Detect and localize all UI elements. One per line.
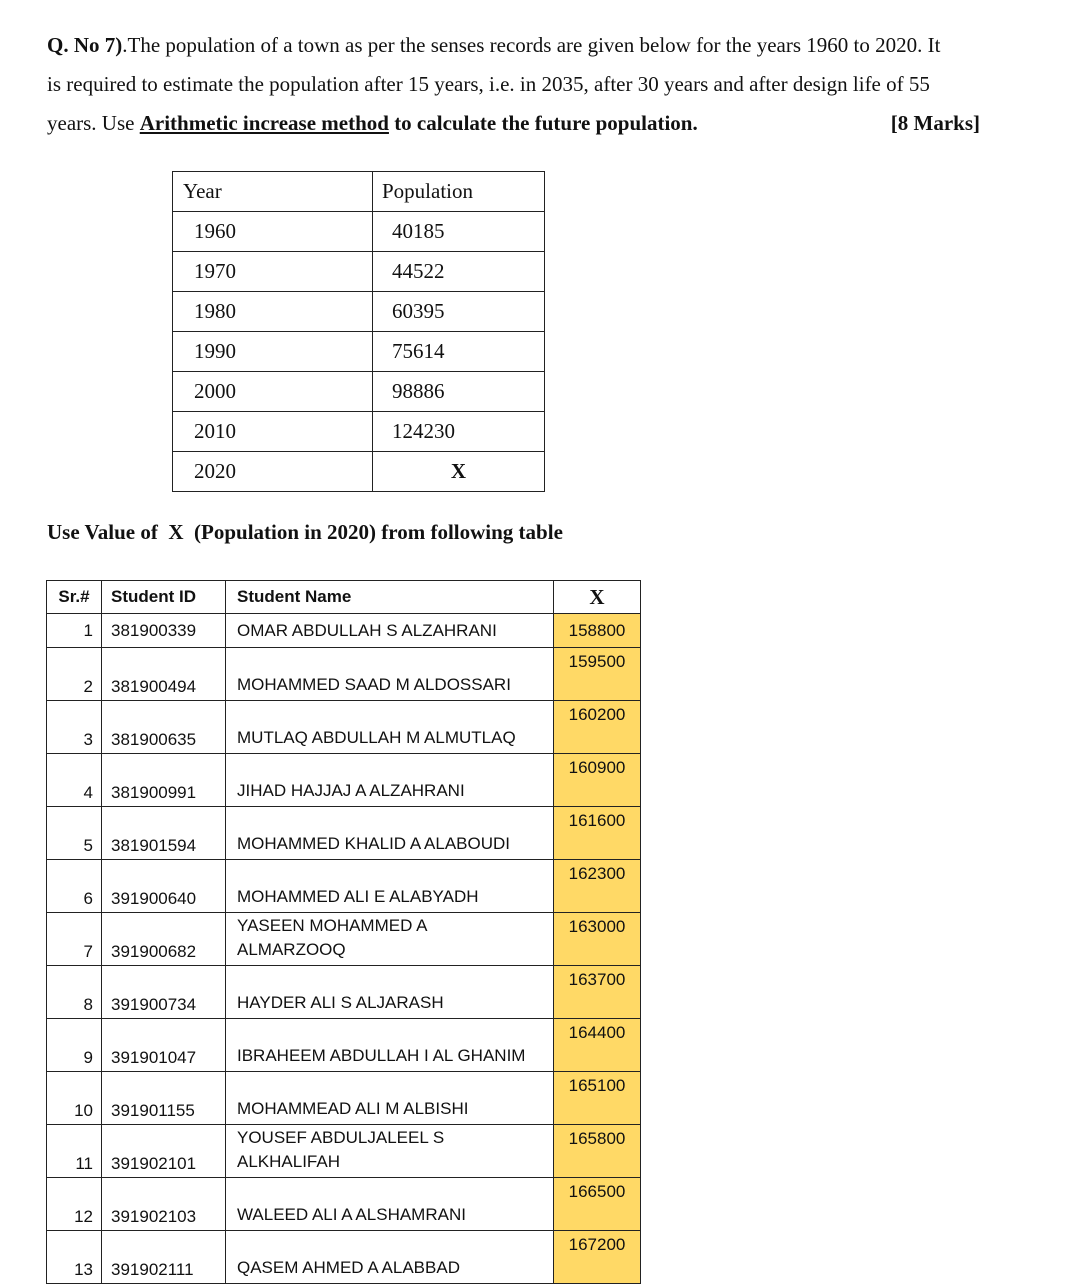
header-sr: Sr.# xyxy=(47,581,102,614)
student-id: 391902111 xyxy=(102,1231,226,1284)
student-row xyxy=(47,966,641,1019)
header-x: X xyxy=(554,581,641,614)
student-name: MOHAMMED SAAD M ALDOSSARI xyxy=(226,648,554,701)
year-cell: 1960 xyxy=(173,212,373,252)
student-sr: 13 xyxy=(47,1231,102,1284)
student-name: JIHAD HAJJAJ A ALZAHRANI xyxy=(226,754,554,807)
student-x-value: 165800 xyxy=(554,1125,641,1178)
student-name: HAYDER ALI S ALJARASH xyxy=(226,966,554,1019)
population-row xyxy=(173,372,545,412)
population-table-header xyxy=(173,172,545,212)
population-row xyxy=(173,252,545,292)
method-name: Arithmetic increase method xyxy=(139,111,389,135)
student-sr: 6 xyxy=(47,860,102,913)
population-row xyxy=(173,292,545,332)
student-row xyxy=(47,860,641,913)
student-sr: 4 xyxy=(47,754,102,807)
year-cell: 2000 xyxy=(173,372,373,412)
population-table xyxy=(172,171,545,492)
student-x-value: 164400 xyxy=(554,1019,641,1072)
student-sr: 3 xyxy=(47,701,102,754)
question-line-3-suffix: to calculate the future population. xyxy=(388,111,698,135)
student-row xyxy=(47,754,641,807)
marks-label: [8 Marks] xyxy=(890,111,980,135)
student-row xyxy=(47,614,641,648)
student-id: 391901155 xyxy=(102,1072,226,1125)
question-line-2: is required to estimate the population after 15 years, i.e. in 2035, after 30 years and after design life of 55 xyxy=(47,72,930,96)
student-row xyxy=(47,1178,641,1231)
student-x-value: 160900 xyxy=(554,754,641,807)
year-cell: 1990 xyxy=(173,332,373,372)
student-row xyxy=(47,1072,641,1125)
student-name: MOHAMMED KHALID A ALABOUDI xyxy=(226,807,554,860)
student-name: YOUSEF ABDULJALEEL S ALKHALIFAH xyxy=(226,1125,554,1178)
student-sr: 11 xyxy=(47,1125,102,1178)
population-unknown-x: X xyxy=(373,452,545,492)
student-id: 391900734 xyxy=(102,966,226,1019)
instruction-text: Use Value of X (Population in 2020) from following table xyxy=(47,520,563,544)
header-year: Year xyxy=(173,172,373,212)
student-name: QASEM AHMED A ALABBAD xyxy=(226,1231,554,1284)
student-id: 391900682 xyxy=(102,913,226,966)
population-cell: 75614 xyxy=(373,332,545,372)
year-cell: 1980 xyxy=(173,292,373,332)
student-id: 391902101 xyxy=(102,1125,226,1178)
population-row xyxy=(173,332,545,372)
student-table xyxy=(46,580,641,1284)
population-row xyxy=(173,452,545,492)
question-text xyxy=(47,26,1037,143)
student-id: 391901047 xyxy=(102,1019,226,1072)
population-row xyxy=(173,212,545,252)
student-row xyxy=(47,913,641,966)
student-id: 381900991 xyxy=(102,754,226,807)
population-cell: 40185 xyxy=(373,212,545,252)
population-cell: 98886 xyxy=(373,372,545,412)
header-student-id: Student ID xyxy=(102,581,226,614)
student-x-value: 160200 xyxy=(554,701,641,754)
student-x-value: 165100 xyxy=(554,1072,641,1125)
student-sr: 8 xyxy=(47,966,102,1019)
student-x-value: 166500 xyxy=(554,1178,641,1231)
student-row xyxy=(47,1019,641,1072)
population-cell: 124230 xyxy=(373,412,545,452)
student-x-value: 163700 xyxy=(554,966,641,1019)
question-line-1-text: .The population of a town as per the senses records are given below for the years 1960 to 2020. It xyxy=(122,33,941,57)
student-sr: 2 xyxy=(47,648,102,701)
student-sr: 12 xyxy=(47,1178,102,1231)
question-line-3-prefix: years. Use xyxy=(47,111,140,135)
population-row xyxy=(173,412,545,452)
question-number: Q. No 7) xyxy=(47,33,123,57)
header-population: Population xyxy=(373,172,545,212)
student-name: OMAR ABDULLAH S ALZAHRANI xyxy=(226,614,554,648)
year-cell: 1970 xyxy=(173,252,373,292)
student-sr: 9 xyxy=(47,1019,102,1072)
student-row xyxy=(47,648,641,701)
population-cell: 60395 xyxy=(373,292,545,332)
student-row xyxy=(47,1125,641,1178)
student-sr: 1 xyxy=(47,614,102,648)
student-id: 381900494 xyxy=(102,648,226,701)
year-cell: 2020 xyxy=(173,452,373,492)
question-line-3 xyxy=(47,104,1037,143)
student-sr: 7 xyxy=(47,913,102,966)
student-x-value: 159500 xyxy=(554,648,641,701)
student-name: MUTLAQ ABDULLAH M ALMUTLAQ xyxy=(226,701,554,754)
student-id: 381900339 xyxy=(102,614,226,648)
student-x-value: 158800 xyxy=(554,614,641,648)
student-id: 381901594 xyxy=(102,807,226,860)
student-x-value: 162300 xyxy=(554,860,641,913)
student-sr: 5 xyxy=(47,807,102,860)
student-row xyxy=(47,701,641,754)
year-cell: 2010 xyxy=(173,412,373,452)
student-name: IBRAHEEM ABDULLAH I AL GHANIM xyxy=(226,1019,554,1072)
header-student-name: Student Name xyxy=(226,581,554,614)
student-x-value: 161600 xyxy=(554,807,641,860)
student-name: MOHAMMEAD ALI M ALBISHI xyxy=(226,1072,554,1125)
student-name: MOHAMMED ALI E ALABYADH xyxy=(226,860,554,913)
student-x-value: 163000 xyxy=(554,913,641,966)
student-name: YASEEN MOHAMMED A ALMARZOOQ xyxy=(226,913,554,966)
student-id: 391900640 xyxy=(102,860,226,913)
student-id: 391902103 xyxy=(102,1178,226,1231)
student-sr: 10 xyxy=(47,1072,102,1125)
student-id: 381900635 xyxy=(102,701,226,754)
student-x-value: 167200 xyxy=(554,1231,641,1284)
student-table-header xyxy=(47,581,641,614)
student-row xyxy=(47,807,641,860)
question-line-1 xyxy=(47,26,1037,65)
population-cell: 44522 xyxy=(373,252,545,292)
student-name: WALEED ALI A ALSHAMRANI xyxy=(226,1178,554,1231)
